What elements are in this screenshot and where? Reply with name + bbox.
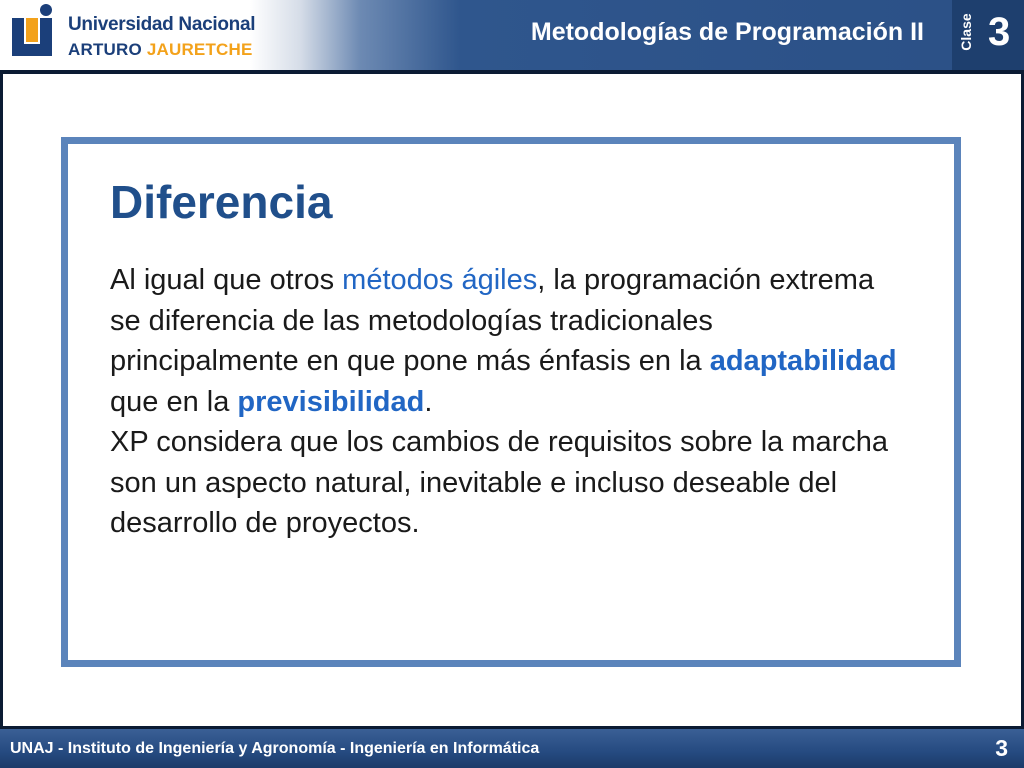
slide-heading: Diferencia bbox=[110, 176, 333, 228]
footer-institution: UNAJ - Instituto de Ingeniería y Agronomía - Ingeniería en Informática bbox=[10, 740, 540, 757]
p1-text-b: , la programación extrema se diferencia de las metodologías tradicionales principalmente en que pone más énfasis en la bbox=[110, 264, 875, 377]
footer-page-number: 3 bbox=[995, 735, 1008, 761]
class-label: Clase bbox=[958, 13, 974, 51]
logo-university-name: Universidad Nacional bbox=[68, 14, 256, 35]
university-logo bbox=[8, 4, 258, 66]
class-number: 3 bbox=[988, 10, 1011, 54]
logo-subtitle-part2: JAURETCHE bbox=[146, 40, 253, 59]
logo-subtitle-part1: ARTURO bbox=[68, 40, 147, 59]
p1-text-d: . bbox=[424, 385, 433, 418]
logo-university-subtitle bbox=[68, 40, 253, 60]
paragraph-2: XP considera que los cambios de requisitos sobre la marcha son un aspecto natural, inevitable e incluso deseable del desarrollo de proyectos. bbox=[110, 426, 889, 539]
left-border bbox=[0, 74, 3, 726]
slide-body bbox=[110, 260, 900, 544]
course-title: Metodologías de Programación II bbox=[530, 18, 924, 46]
unaj-logo-icon bbox=[8, 4, 64, 66]
footer-bar bbox=[0, 726, 1024, 768]
paragraph-1 bbox=[110, 260, 900, 422]
p1-text-a: Al igual que otros bbox=[110, 264, 343, 296]
p1-text-c: que en la bbox=[110, 385, 238, 418]
class-indicator bbox=[952, 0, 1024, 70]
adaptability-term: adaptabilidad bbox=[709, 345, 897, 377]
header-divider bbox=[0, 70, 1024, 74]
header-bar bbox=[0, 0, 1024, 70]
agile-methods-term: métodos ágiles bbox=[342, 264, 538, 296]
predictability-term: previsibilidad bbox=[237, 385, 425, 418]
